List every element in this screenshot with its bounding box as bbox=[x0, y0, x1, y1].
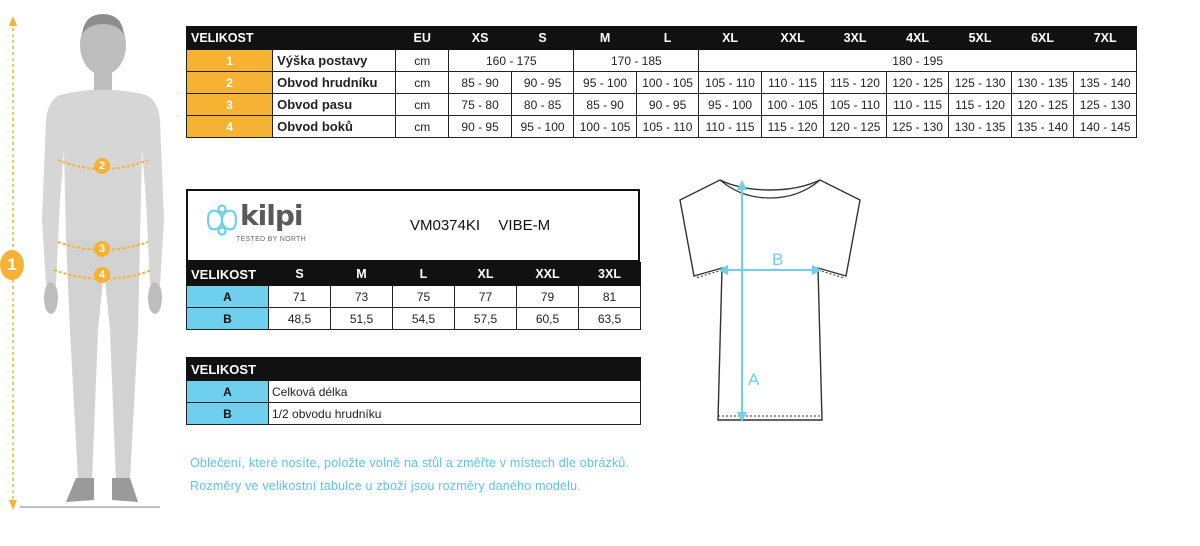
table-cell: 120 - 125 bbox=[1011, 94, 1074, 116]
header-velikost: VELIKOST bbox=[187, 358, 269, 381]
product-model-box bbox=[186, 189, 640, 262]
header-size-4xl: 4XL bbox=[886, 27, 949, 50]
header-size-5xl: 5XL bbox=[949, 27, 1012, 50]
marker-waist-label: 3 bbox=[98, 243, 106, 255]
table-cell: 90 - 95 bbox=[449, 116, 512, 138]
table-cell: 110 - 115 bbox=[886, 94, 949, 116]
tshirt-diagram bbox=[668, 172, 873, 424]
height-group-xs-s: 160 - 175 bbox=[449, 50, 574, 72]
row-key: A bbox=[187, 286, 269, 308]
table-cell: 135 - 140 bbox=[1074, 72, 1137, 94]
header-size-xl: XL bbox=[699, 27, 762, 50]
table-cell: 110 - 115 bbox=[699, 116, 762, 138]
product-table-header bbox=[187, 263, 641, 286]
row-unit: cm bbox=[396, 50, 449, 72]
table-cell: 54,5 bbox=[393, 308, 455, 330]
table-cell: 105 - 110 bbox=[636, 116, 699, 138]
marker-hips-label: 4 bbox=[98, 269, 106, 281]
table-cell: 90 - 95 bbox=[511, 72, 574, 94]
row-index: 2 bbox=[187, 72, 273, 94]
legend-key: A bbox=[187, 381, 269, 403]
table-cell: 57,5 bbox=[455, 308, 517, 330]
table-cell: 79 bbox=[517, 286, 579, 308]
legend-table bbox=[186, 357, 641, 425]
legend-row-b bbox=[187, 403, 641, 425]
table-cell: 85 - 90 bbox=[449, 72, 512, 94]
header-size-7xl: 7XL bbox=[1074, 27, 1137, 50]
table-cell: 90 - 95 bbox=[636, 94, 699, 116]
product-name: VIBE-M bbox=[498, 217, 551, 234]
table-cell: 130 - 135 bbox=[949, 116, 1012, 138]
table-cell: 85 - 90 bbox=[574, 94, 637, 116]
body-silhouette-icon bbox=[0, 0, 170, 520]
note-line-2: Rozměry ve velikostní tabulce u zboží jsou rozměry daného modelu. bbox=[190, 479, 581, 493]
table-cell: 120 - 125 bbox=[886, 72, 949, 94]
table-row-hips bbox=[187, 116, 1137, 138]
height-group-m-l: 170 - 185 bbox=[574, 50, 699, 72]
marker-chest-label: 2 bbox=[98, 160, 106, 172]
table-cell: 100 - 105 bbox=[761, 94, 824, 116]
row-index: 3 bbox=[187, 94, 273, 116]
table-cell: 110 - 115 bbox=[761, 72, 824, 94]
table-cell: 95 - 100 bbox=[574, 72, 637, 94]
tshirt-icon bbox=[668, 172, 873, 424]
header-size-3xl: 3XL bbox=[824, 27, 887, 50]
size-table-header bbox=[187, 27, 1137, 50]
height-group-xl-7xl: 180 - 195 bbox=[699, 50, 1137, 72]
header-eu: EU bbox=[396, 27, 449, 50]
note-line-1: Oblečení, které nosíte, položte volně na stůl a změřte v místech dle obrázků. bbox=[190, 456, 630, 470]
body-figure bbox=[0, 0, 170, 520]
product-measure-table bbox=[186, 262, 641, 330]
header-velikost: VELIKOST bbox=[187, 27, 273, 50]
table-cell: 77 bbox=[455, 286, 517, 308]
row-unit: cm bbox=[396, 72, 449, 94]
table-cell: 115 - 120 bbox=[949, 94, 1012, 116]
table-cell: 60,5 bbox=[517, 308, 579, 330]
row-key: B bbox=[187, 308, 269, 330]
marker-waist bbox=[94, 241, 110, 257]
legend-header bbox=[187, 358, 641, 381]
product-code: VM0374KI bbox=[410, 217, 481, 234]
row-unit: cm bbox=[396, 94, 449, 116]
table-cell: 125 - 130 bbox=[1074, 94, 1137, 116]
header-blank bbox=[273, 27, 396, 50]
table-cell: 125 - 130 bbox=[949, 72, 1012, 94]
header-size-xs: XS bbox=[449, 27, 512, 50]
row-label: Obvod hrudníku bbox=[273, 72, 396, 94]
header-size-xxl: XXL bbox=[761, 27, 824, 50]
header-size-s: S bbox=[269, 263, 331, 286]
table-cell: 120 - 125 bbox=[824, 116, 887, 138]
header-size-l: L bbox=[636, 27, 699, 50]
table-row-waist bbox=[187, 94, 1137, 116]
marker-hips bbox=[94, 267, 110, 283]
table-cell: 73 bbox=[331, 286, 393, 308]
row-index: 4 bbox=[187, 116, 273, 138]
header-size-l: L bbox=[393, 263, 455, 286]
legend-text: Celková délka bbox=[269, 381, 641, 403]
row-index: 1 bbox=[187, 50, 273, 72]
table-cell: 130 - 135 bbox=[1011, 72, 1074, 94]
legend-row-a bbox=[187, 381, 641, 403]
table-row-b bbox=[187, 308, 641, 330]
table-cell: 48,5 bbox=[269, 308, 331, 330]
table-cell: 80 - 85 bbox=[511, 94, 574, 116]
header-size-xl: XL bbox=[455, 263, 517, 286]
header-size-m: M bbox=[574, 27, 637, 50]
table-cell: 75 - 80 bbox=[449, 94, 512, 116]
kilpi-knot-icon bbox=[202, 203, 242, 237]
table-cell: 135 - 140 bbox=[1011, 116, 1074, 138]
marker-chest bbox=[94, 158, 110, 174]
legend-text: 1/2 obvodu hrudníku bbox=[269, 403, 641, 425]
label-b: B bbox=[772, 250, 784, 269]
header-blank bbox=[269, 358, 641, 381]
table-cell: 63,5 bbox=[579, 308, 641, 330]
product-title bbox=[410, 217, 550, 234]
header-size-m: M bbox=[331, 263, 393, 286]
table-cell: 115 - 120 bbox=[824, 72, 887, 94]
table-row-a bbox=[187, 286, 641, 308]
header-size-3xl: 3XL bbox=[579, 263, 641, 286]
marker-height bbox=[0, 250, 24, 280]
table-cell: 125 - 130 bbox=[886, 116, 949, 138]
brand-name: kilpi bbox=[240, 199, 303, 232]
table-cell: 51,5 bbox=[331, 308, 393, 330]
brand-tagline: TESTED BY NORTH bbox=[236, 236, 306, 243]
header-velikost: VELIKOST bbox=[187, 263, 269, 286]
table-cell: 105 - 110 bbox=[824, 94, 887, 116]
table-row-height bbox=[187, 50, 1137, 72]
marker-height-label: 1 bbox=[7, 255, 17, 274]
table-row-chest bbox=[187, 72, 1137, 94]
brand-logo bbox=[202, 199, 322, 251]
legend-key: B bbox=[187, 403, 269, 425]
table-cell: 140 - 145 bbox=[1074, 116, 1137, 138]
table-cell: 100 - 105 bbox=[574, 116, 637, 138]
table-cell: 71 bbox=[269, 286, 331, 308]
row-label: Výška postavy bbox=[273, 50, 396, 72]
row-label: Obvod pasu bbox=[273, 94, 396, 116]
table-cell: 81 bbox=[579, 286, 641, 308]
table-cell: 115 - 120 bbox=[761, 116, 824, 138]
header-size-s: S bbox=[511, 27, 574, 50]
row-unit: cm bbox=[396, 116, 449, 138]
table-cell: 105 - 110 bbox=[699, 72, 762, 94]
size-table bbox=[186, 26, 1137, 138]
header-size-xxl: XXL bbox=[517, 263, 579, 286]
table-cell: 75 bbox=[393, 286, 455, 308]
label-a: A bbox=[748, 370, 760, 389]
header-size-6xl: 6XL bbox=[1011, 27, 1074, 50]
table-cell: 95 - 100 bbox=[511, 116, 574, 138]
table-cell: 100 - 105 bbox=[636, 72, 699, 94]
table-cell: 95 - 100 bbox=[699, 94, 762, 116]
row-label: Obvod boků bbox=[273, 116, 396, 138]
